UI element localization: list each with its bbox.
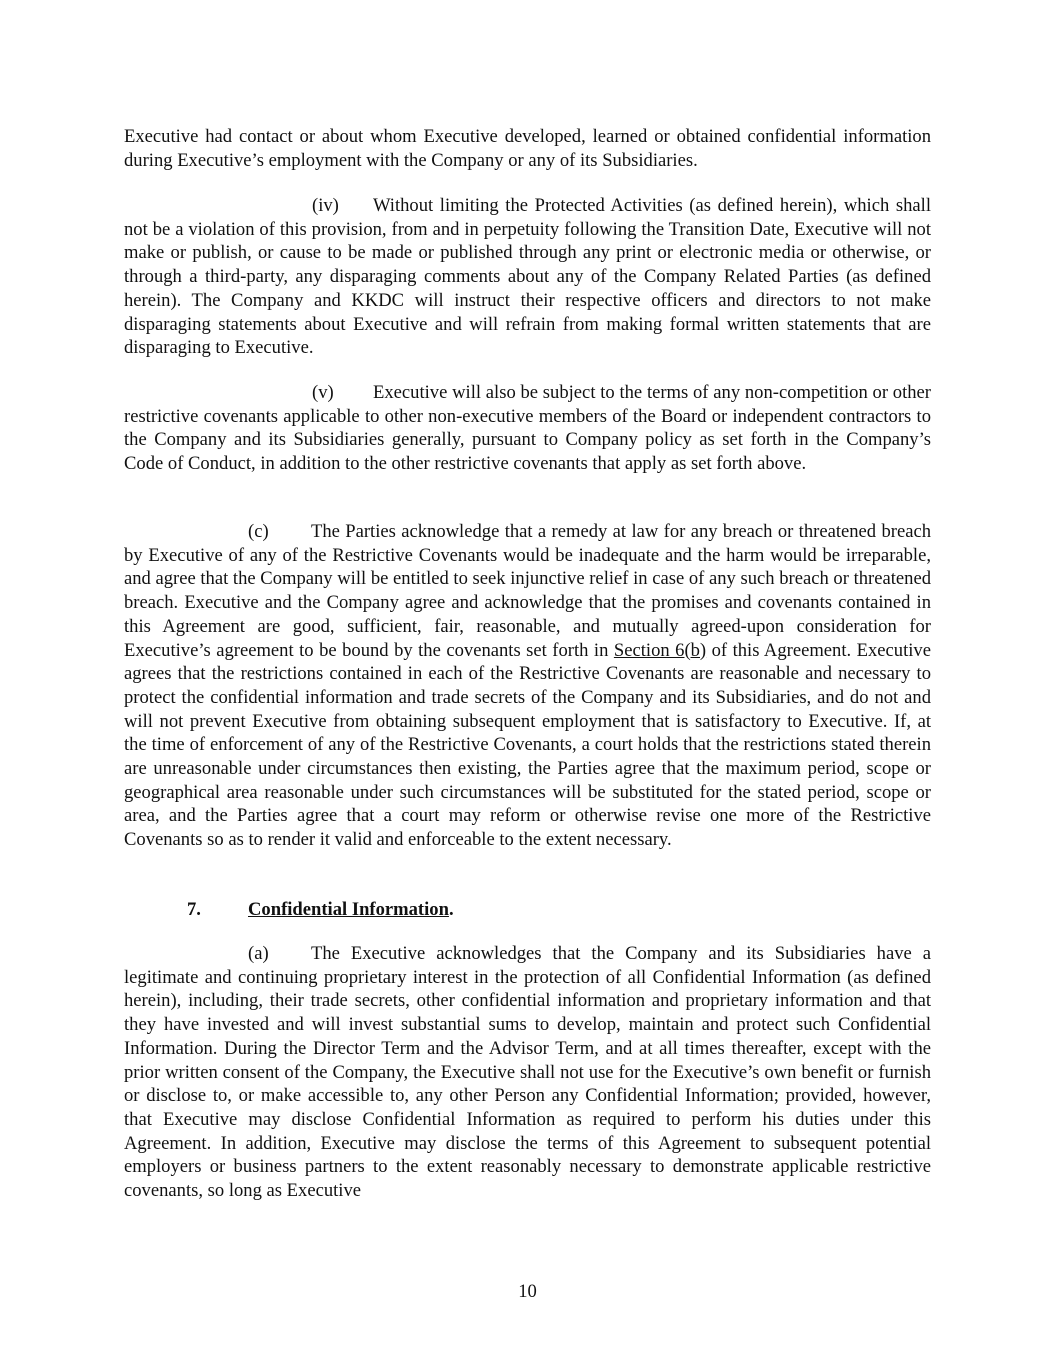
- paragraph-text: Without limiting the Protected Activities (as defined herein), which shall not be a violation of this provision, from and in perpetuity following the Transition Date, Executive will not make or publish, or cause to be made or published through any print or electronic media or otherwise, or through a third-party, any disparaging comments about any of the Company Related Parties (as defined herein). The Company and KKDC will instruct their respective officers and directors to not make disparaging statements about Executive and will refrain from making formal written statements that are disparaging to Executive.: [124, 195, 931, 359]
- paragraph-text: Executive had contact or about whom Executive developed, learned or obtained confidential information during Executive’s employment with the Company or any of its Subsidiaries.: [124, 126, 931, 171]
- paragraph-text: of this Agreement. Executive agrees that the restrictions contained in each of the Restrictive Covenants are reasonable and necessary to protect the confidential information and trade secrets of the Company and its Subsidiaries, and do not and will not prevent Executive from obtaining subsequent employment that is satisfactory to Executive. If, at the time of enforcement of any of the Restrictive Covenants, a court holds that the restrictions stated therein are unreasonable under circumstances then existing, the Parties agree that the maximum period, scope or geographical area reasonable under such circumstances will be substituted for the stated period, scope or area, and the Parties agree that a court may reform or otherwise revise one more of the Restrictive Covenants so as to render it valid and enforceable to the extent necessary.: [124, 639, 931, 851]
- paragraph-iv: [124, 194, 931, 360]
- paragraph-continuation: [124, 125, 931, 172]
- clause-label: (c): [248, 521, 269, 542]
- paragraph-text: The Executive acknowledges that the Company and its Subsidiaries have a legitimate and continuing proprietary interest in the protection of all Confidential Information (as defined herein), including, their trade secrets, other confidential information and proprietary information and that they have invested and will invest substantial sums to develop, maintain and protect such Confidential Information. During the Director Term and the Advisor Term, and at all times thereafter, except with the prior written consent of the Company, the Executive shall not use for the Executive’s own benefit or furnish or disclose to, or make accessible to, any other Person any Confidential Information; provided, however, that Executive may disclose Confidential Information as required to perform his duties under this Agreement. In addition, Executive may disclose the terms of this Agreement to subsequent potential employers or business partners to the extent reasonably necessary to demonstrate applicable restrictive covenants, so long as Executive: [124, 943, 931, 1202]
- section-heading: [124, 898, 931, 922]
- paragraph-c: [124, 520, 931, 852]
- section-title-period: .: [448, 899, 454, 920]
- clause-label: (iv): [312, 195, 339, 216]
- paragraph-a: [124, 942, 931, 1203]
- page-number: 10: [518, 1281, 537, 1302]
- paragraph-text: Executive will also be subject to the terms of any non-competition or other restrictive covenants applicable to other non-executive members of the Board or independent contractors to the Company and its Subsidiaries generally, pursuant to Company policy as set forth in the Company’s Code of Conduct, in addition to the other restrictive covenants that apply as set forth above.: [124, 382, 931, 475]
- paragraph-v: [124, 381, 931, 476]
- clause-label: (a): [248, 943, 269, 964]
- paragraph-text: The Parties acknowledge that a remedy at law for any breach or threatened breach by Executive of any of the Restrictive Covenants would be inadequate and the harm would be irreparable, and agree that the Company will be entitled to seek injunctive relief in case of any such breach or threatened breach. Executive and the Company agree and acknowledge that the promises and covenants contained in this Agreement are good, sufficient, fair, reasonable, and mutually agreed-upon consideration for Executive’s agreement to be bound by the covenants set forth in: [124, 521, 931, 661]
- section-number: 7.: [187, 899, 201, 920]
- section-title: Confidential Information: [248, 899, 449, 920]
- section-reference-link[interactable]: Section 6(b): [613, 639, 707, 661]
- clause-label: (v): [312, 382, 334, 403]
